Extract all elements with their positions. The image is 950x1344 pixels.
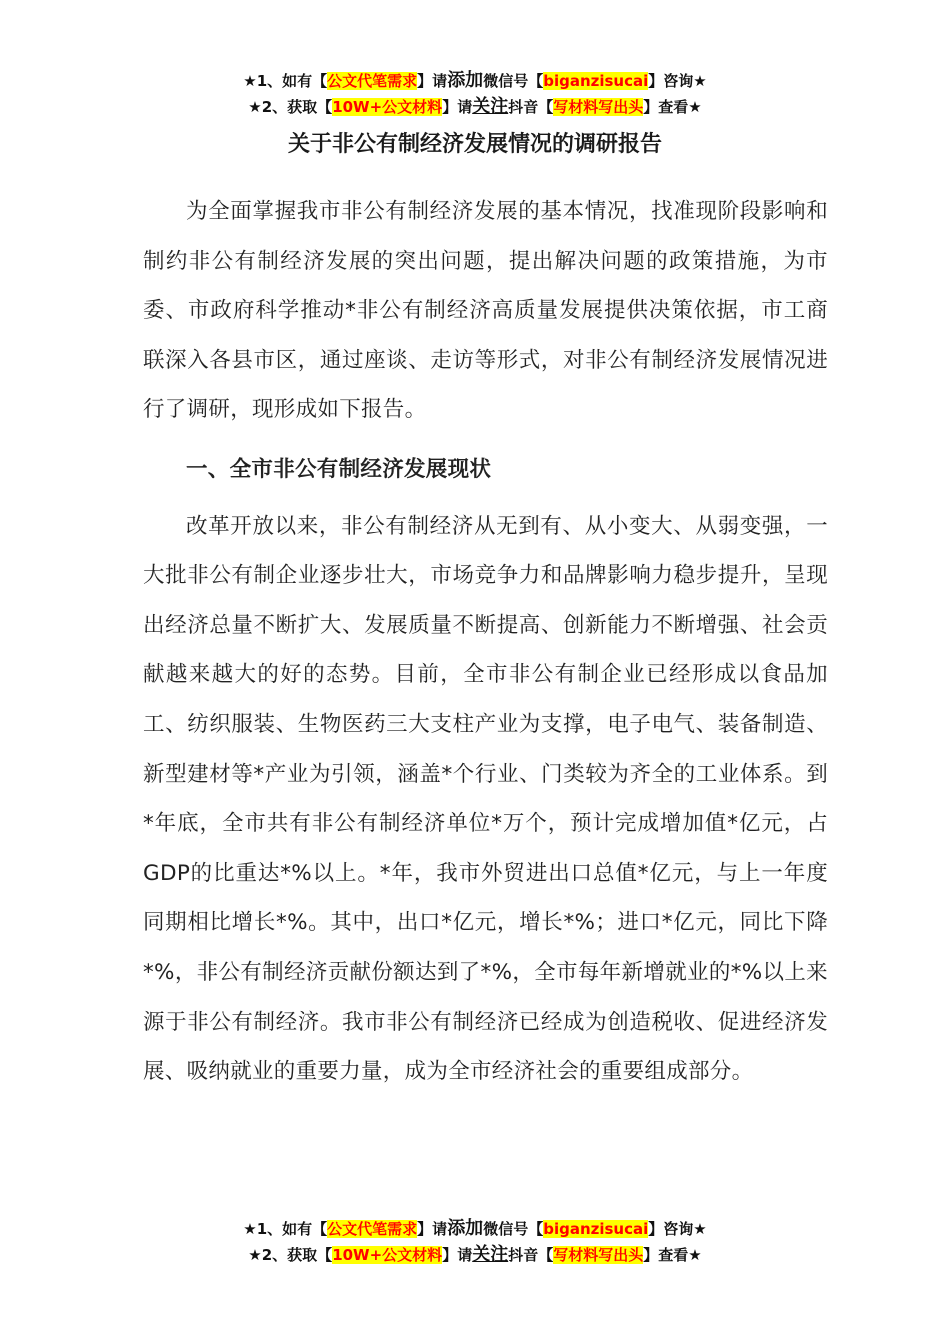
bottom-banner-highlight-douyin: 写材料写出头 <box>553 1246 644 1264</box>
banner-highlight-ghost-writing: 公文代笔需求 <box>327 72 418 90</box>
banner-line-1-mid2: 微信号【 <box>483 72 544 90</box>
banner-line-1-suffix: 】咨询★ <box>648 72 707 90</box>
bottom-banner-line-1-prefix: ★1、如有【 <box>243 1220 328 1238</box>
banner-line-2-underlined: 关注 <box>472 96 509 117</box>
intro-paragraph: 为全面掌握我市非公有制经济发展的基本情况，找准现阶段影响和制约非公有制经济发展的突出问题，提出解决问题的政策措施，为市委、市政府科学推动*非公有制经济高质量发展提供决策依据，市工商联深入各县市区，通过座谈、走访等形式，对非公有制经济发展情况进行了调研，现形成如下报告。 <box>143 199 828 423</box>
bottom-banner-line-1-mid1: 】请 <box>417 1220 448 1238</box>
top-banner <box>0 68 950 120</box>
bottom-banner-line-1 <box>0 1216 950 1242</box>
banner-line-2-suffix: 】查看★ <box>643 98 702 116</box>
bottom-banner-highlight-ghost-writing: 公文代笔需求 <box>327 1220 418 1238</box>
banner-line-1-mid1: 】请 <box>417 72 448 90</box>
banner-highlight-douyin: 写材料写出头 <box>553 98 644 116</box>
bottom-banner-highlight-wechat-id: biganzisucai <box>543 1220 649 1238</box>
banner-line-2-mid1: 】请 <box>442 98 473 116</box>
bottom-banner-line-2-suffix: 】查看★ <box>643 1246 702 1264</box>
banner-line-2-mid2: 抖音【 <box>508 98 554 116</box>
bottom-banner-line-1-big: 添加 <box>447 1218 484 1239</box>
bottom-banner-line-2-mid1: 】请 <box>442 1246 473 1264</box>
bottom-banner <box>0 1216 950 1268</box>
banner-highlight-materials: 10W+公文材料 <box>332 98 443 116</box>
bottom-banner-line-1-suffix: 】咨询★ <box>648 1220 707 1238</box>
section-1-heading: 一、全市非公有制经济发展现状 <box>186 456 492 482</box>
document-title: 关于非公有制经济发展情况的调研报告 <box>287 132 662 157</box>
bottom-banner-line-1-mid2: 微信号【 <box>483 1220 544 1238</box>
banner-highlight-wechat-id: biganzisucai <box>543 72 649 90</box>
document-body <box>143 187 828 1097</box>
bottom-banner-line-2-prefix: ★2、获取【 <box>248 1246 333 1264</box>
banner-line-2-prefix: ★2、获取【 <box>248 98 333 116</box>
bottom-banner-line-2-mid2: 抖音【 <box>508 1246 554 1264</box>
section-1-paragraph: 改革开放以来，非公有制经济从无到有、从小变大、从弱变强，一大批非公有制企业逐步壮大，市场竞争力和品牌影响力稳步提升，呈现出经济总量不断扩大、发展质量不断提高、创新能力不断增强、社会贡献越来越大的好的态势。目前，全市非公有制企业已经形成以食品加工、纺织服装、生物医药三大支柱产业为支撑，电子电气、装备制造、新型建材等*产业为引领，涵盖*个行业、门类较为齐全的工业体系。到*年底，全市共有非公有制经济单位*万个，预计完成增加值*亿元，占GDP的比重达*%以上。*年，我市外贸进出口总值*亿元，与上一年度同期相比增长*%。其中，出口*亿元，增长*%；进口*亿元，同比下降*%，非公有制经济贡献份额达到了*%，全市每年新增就业的*%以上来源于非公有制经济。我市非公有制经济已经成为创造税收、促进经济发展、吸纳就业的重要力量，成为全市经济社会的重要组成部分。 <box>143 513 828 1085</box>
bottom-banner-highlight-materials: 10W+公文材料 <box>332 1246 443 1264</box>
banner-line-1-prefix: ★1、如有【 <box>243 72 328 90</box>
bottom-banner-line-2-underlined: 关注 <box>472 1244 509 1265</box>
banner-line-1-big: 添加 <box>447 70 484 91</box>
banner-line-2 <box>0 94 950 120</box>
banner-line-1 <box>0 68 950 94</box>
bottom-banner-line-2 <box>0 1242 950 1268</box>
